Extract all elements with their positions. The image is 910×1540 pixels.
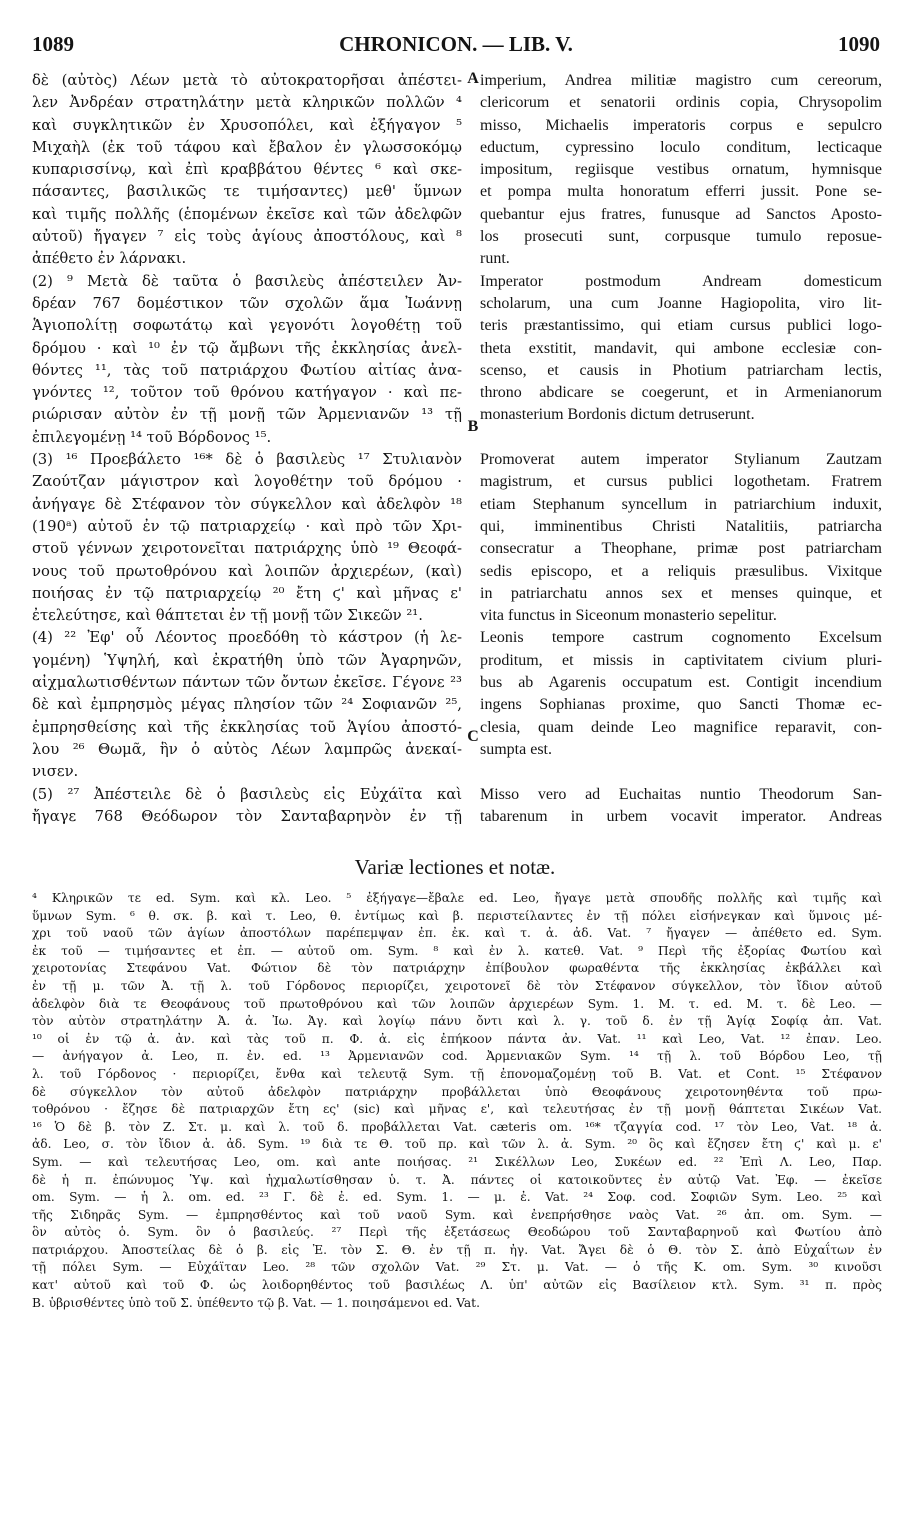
greek-text-line: Μιχαὴλ (ἐκ τοῦ τάφου καὶ ἔβαλον ἐν γλωσσοκόμῳ: [32, 138, 462, 156]
greek-text-line: ἐμπρησθείσης καὶ τῆς ἐκκλησίας τοῦ Ἁγίου ἀποστό-: [32, 718, 462, 736]
greek-text-line: ἀπέθετο ἐν λάρνακι.: [32, 250, 187, 268]
greek-text-line: καὶ συγκλητικῶν ἐν Χρυσοπόλει, καὶ ἐξήγαγον ⁵: [32, 116, 462, 134]
latin-text-line: clesia, quam deinde Leo magnifice reparavit, con-: [480, 718, 882, 736]
latin-text-line: tabarenum in urbem vocavit imperator. Andreas: [480, 807, 882, 825]
running-head: [32, 32, 880, 62]
latin-text-line: throno abdicare se coegerunt, et in Armenianorum: [480, 384, 882, 402]
note-line: τοθρόνου · ἔζησε δὲ πατριαρχῶν ἔτη ες' (sic) καὶ μῆνας ε', καὶ τελευτήσας ἐν τῇ μονῇ θάπτεται Σικέων Vat.: [32, 1102, 882, 1117]
greek-text-line: [32, 828, 462, 830]
note-line: om. Sym. — ἡ λ. om. ed. ²³ Γ. δὲ ἐ. ed. Sym. 1. — μ. ἐ. Vat. ²⁴ Σοφ. cod. Σοφιῶν Sym. Leo. ²⁵ καὶ: [32, 1190, 882, 1205]
note-line: Β. ὑβρισθέντες ὑπὸ τοῦ Σ. ὑπέθεντο τῷ β. Vat. — 1. ποιησάμενοι ed. Vat.: [32, 1295, 480, 1310]
running-title: CHRONICON. — LIB. V.: [339, 32, 573, 56]
note-line: ἐν τῇ μ. τῶν Ἀ. τῇ λ. τοῦ Γόρδονος περιορίζει, χειροτονεῖ δὲ τὸν Στέφανον σύγκελλον, τὸν ἴδιον αὐτοῦ: [32, 978, 882, 993]
note-line: κατ' αὐτοῦ καὶ τοῦ Φ. ὡς λοιδορηθέντος τοῦ βασιλέως Λ. ὑπ' αὐτῶν εἰς Βασίλειον κτλ. Sym. ³¹ π. πρὸς: [32, 1278, 882, 1293]
greek-text-line: (4) ²² Ἐφ' οὗ Λέοντος προεδόθη τὸ κάστρον (ἡ λε-: [32, 629, 462, 647]
margin-marker-a: A: [467, 70, 479, 87]
latin-text-line: consecratur a Theophane, primæ post patriarcham: [480, 540, 882, 558]
greek-text-line: δὲ (αὐτὸς) Λέων μετὰ τὸ αὐτοκρατορῆσαι ἀπέστει-: [32, 72, 462, 89]
greek-text-line: ἀνήγαγε δὲ Στέφανον τὸν σύγκελλον καὶ ἀδελφὸν ¹⁸: [32, 495, 462, 513]
left-page-number: 1089: [32, 32, 74, 56]
margin-marker-b: B: [467, 418, 479, 435]
note-line: Sym. — καὶ τελευτήσας Leo, om. καὶ ante ποιήσας. ²¹ Σικέλλων Leo, Συκέων ed. ²² Ἐπὶ Λ. Leo, Παρ.: [32, 1154, 882, 1169]
note-line: ⁴ Κληρικῶν τε ed. Sym. καὶ κλ. Leo. ⁵ ἐξήγαγε—ἔβαλε ed. Leo, ἤγαγε μετὰ σπουδῆς πολλῆς καὶ τιμῆς καὶ: [32, 891, 882, 905]
greek-text-line: δὲ καὶ ἐμπρησμὸς μέγας πλησίον τῶν ²⁴ Σοφιανῶν ²⁵,: [32, 696, 462, 714]
greek-text-line: γομένη) Ὑψηλή, καὶ ἐκρατήθη ὑπὸ τῶν Ἀγαρηνῶν,: [32, 651, 462, 669]
latin-text-line: Promoverat autem imperator Stylianum Zautzam: [480, 451, 882, 469]
latin-text-column: [480, 70, 882, 830]
latin-text-line: Imperator postmodum Andream domesticum: [480, 272, 882, 290]
latin-text-line: vita functus in Siceonum monasterio sepelitur.: [480, 607, 777, 625]
greek-text-line: λεν Ἀνδρέαν στρατηλάτην μετὰ κληρικῶν πολλῶν ⁴: [32, 94, 462, 112]
note-line: ¹⁶ Ὁ δὲ β. τὸν Ζ. Στ. μ. καὶ λ. τοῦ δ. προβάλλεται Vat. cæteris om. ¹⁶* τζαγγία cod. ¹⁷ τὸν Leo, Vat. ¹⁸ ἀ.: [32, 1119, 882, 1134]
latin-text-line: bus ab Agarenis occupatum est. Contigit incendium: [480, 674, 882, 692]
latin-text-line: scholarum, una cum Joanne Hagiopolita, viro lit-: [480, 294, 882, 312]
greek-text-line: θόντες ¹¹, τὰς τοῦ πατριάρχου Φωτίου αἰτίας ἀνα-: [32, 361, 462, 379]
greek-text-line: αὐτοῦ) ἤγαγεν ⁷ εἰς τοὺς ἁγίους ἀποστόλους, καὶ ⁸: [32, 228, 462, 246]
greek-text-column: [32, 70, 462, 830]
latin-text-line: ingens Sophianas proxime, quo Sancti Thomæ ec-: [480, 696, 882, 714]
latin-text-line: [480, 427, 882, 449]
note-line: τῆς Σιδηρᾶς Sym. — ἐμπρησθέντος καὶ τοῦ ναοῦ Sym. καὶ ἐνεπρήσθησε ναὸς Vat. ²⁶ ἀπ. om. Sym. —: [32, 1207, 882, 1222]
latin-text-line: in patriarchatu annos sex et menses quinque, et: [480, 584, 882, 602]
greek-text-line: ἐπιλεγομένῃ ¹⁴ τοῦ Βόρδονος ¹⁵.: [32, 428, 272, 446]
latin-text-line: etiam Stephanum syncellum in patriarchium induxit,: [480, 495, 882, 513]
variant-readings-notes: [32, 890, 882, 1510]
latin-text-line: proditum, et missis in captivitatem civium pluri-: [480, 651, 882, 669]
note-line: ἀδ. Leo, σ. τὸν ἴδιον ἀ. ἀδ. Sym. ¹⁹ διὰ τε Θ. τοῦ πρ. καὶ τῶν λ. ἀ. Sym. ²⁰ ὃς καὶ ἔζησεν ἔτη ϛ' καὶ μ. ε': [32, 1137, 882, 1152]
latin-text-line: et pompa multa honoratum efferri jussit. Pone se-: [480, 183, 882, 201]
greek-text-line: Ζαούτζαν μάγιστρον καὶ λογοθέτην τοῦ δρόμου ·: [32, 473, 462, 491]
latin-text-line: quebantur ejus fratres, funusque ad Sanctos Aposto-: [480, 205, 882, 223]
greek-text-line: ἐτελεύτησε, καὶ θάπτεται ἐν τῇ μονῇ τῶν Σικεῶν ²¹.: [32, 607, 423, 625]
greek-text-line: στοῦ γέννων χειροτονεῖται πατριάρχης ὑπὸ ¹⁹ Θεοφά-: [32, 540, 462, 558]
note-line: ¹⁰ οἱ ἐν τῷ ἀ. ἀν. καὶ τὰς τοῦ π. Φ. ἀ. εἰς ἐπήκοον πάντα ἀν. Vat. ¹¹ καὶ Leo, Vat. ¹² ἐπαν. Leo.: [32, 1031, 882, 1046]
note-line: τὸν αὐτὸν στρατηλάτην Ἀ. ἀ. Ἰω. Ἀγ. καὶ λογίῳ πάνυ ὄντι καὶ λ. γ. τοῦ δ. ἐν τῇ Ἁγίᾳ Σοφίᾳ ἀπ. Vat.: [32, 1014, 882, 1029]
greek-text-line: ριώρισαν αὐτὸν ἐν τῇ μονῇ τῶν Ἀρμενιανῶν ¹³ τῇ: [32, 406, 462, 424]
note-line: χειροτονίας Στεφάνου Vat. Φώτιον δὲ τὸν πατριάρχην ἐπίβουλον φωραθέντα τῆς ἐκκλησίας ἐκβάλλει καὶ: [32, 961, 882, 976]
note-line: τῇ πόλει Sym. — Εὐχάϊταν Leo. ²⁸ τῶν σχολῶν Vat. ²⁹ Στ. μ. Vat. — ὁ τῆς Κ. om. Sym. ³⁰ κινοῦσι: [32, 1260, 882, 1275]
latin-text-line: clericorum et senatorii ordinis copia, Chrysopolim: [480, 94, 882, 112]
right-page-number: 1090: [838, 32, 880, 56]
latin-text-line: Misso vero ad Euchaitas nuntio Theodorum San-: [480, 785, 882, 803]
greek-text-line: (3) ¹⁶ Προεβάλετο ¹⁶* δὲ ὁ βασιλεὺς ¹⁷ Στυλιανὸν: [32, 451, 462, 469]
greek-text-line: δρέαν 767 δομέστικον τῶν σχολῶν ἅμα Ἰωάννῃ: [32, 294, 462, 312]
note-line: — ἀνήγαγον ἀ. Leo, π. ἐν. ed. ¹³ Ἀρμενιανῶν cod. Ἀρμενιακῶν Sym. ¹⁴ τῇ λ. τοῦ Βόρδου Leo, τῇ: [32, 1049, 882, 1064]
note-line: πατριάρχου. Ἀποστείλας δὲ ὁ β. εἰς Ἐ. τὸν Σ. Θ. ἐν τῇ π. ἠγ. Vat. Ἄγει δὲ ὁ Θ. τὸν Σ. ἀπὸ Εὐχαΐτων ἐν: [32, 1242, 882, 1257]
latin-text-line: runt.: [480, 250, 510, 268]
latin-text-line: eductum, cypressino loculo conditum, lecticaque: [480, 138, 882, 156]
latin-text-line: [480, 761, 882, 783]
greek-text-line: λου ²⁶ Θωμᾶ, ἣν ὁ αὐτὸς Λέων λαμπρῶς ἀνεκαί-: [32, 740, 462, 758]
greek-text-line: (190ᵃ) αὐτοῦ ἐν τῷ πατριαρχείῳ · καὶ πρὸ τῶν Χρι-: [32, 517, 462, 535]
note-line: δὲ ἡ π. ἐπώνυμος Ὑψ. καὶ ἠχμαλωτίσθησαν ὑ. τ. Ἀ. πάντες οἱ κατοικοῦντες ἐν αὐτῷ Vat. Ἐφ. — ἐκεῖσε: [32, 1172, 882, 1187]
greek-text-line: δρόμου · καὶ ¹⁰ ἐν τῷ ἄμβωνι τῆς ἐκκλησίας ἀνελ-: [32, 339, 462, 357]
latin-text-line: [480, 828, 882, 830]
greek-text-line: ἤγαγε 768 Θεόδωρον τὸν Σανταβαρηνὸν ἐν τῇ: [32, 807, 462, 825]
latin-text-line: theta exstitit, mandavit, qui ambone ecclesiæ con-: [480, 339, 882, 357]
note-line: ἀδελφὸν διὰ τε Θεοφάνους τοῦ πρωτοθρόνου καὶ τῶν λοιπῶν ἀρχιερέων Sym. 1. M. τ. ed. M. τ. δὲ Leo. —: [32, 996, 882, 1011]
greek-text-line: νισεν.: [32, 763, 79, 781]
note-line: χρι τοῦ ναοῦ τῶν ἁγίων ἀποστόλων παρέπεμψαν ἐπ. ἐκ. καὶ τ. ἀ. ἀδ. Vat. ⁷ ἤγαγεν — ἀπέθετο ed. Sym.: [32, 926, 882, 941]
latin-text-line: imperium, Andrea militiæ magistro cum cereorum,: [480, 72, 882, 89]
latin-text-line: teris præstantissimo, qui etiam cursus publici logo-: [480, 317, 882, 335]
note-line: λ. τοῦ Γόρδονος · περιορίζει, ἔνθα καὶ τελευτᾷ Sym. τῇ ἐπονομαζομένῃ τοῦ Β. Vat. et Cont. ¹⁵ Στέφανον: [32, 1066, 882, 1081]
latin-text-line: Leonis tempore castrum cognomento Excelsum: [480, 629, 882, 647]
greek-text-line: νους τοῦ πρωτοθρόνου καὶ λοιπῶν ἀρχιερέων, (καὶ): [32, 562, 462, 580]
latin-text-line: sumpta est.: [480, 740, 552, 758]
latin-text-line: monasterium Bordonis dictum detruserunt.: [480, 406, 755, 424]
note-line: ὕμνων Sym. ⁶ θ. σκ. β. καὶ τ. Leo, θ. ἐντίμως καὶ β. περιστείλαντες ἐν τῇ πόλει εἰσήνεγκαν καὶ ὕμνοις μέ-: [32, 908, 882, 923]
greek-text-line: αἰχμαλωτισθέντων πάντων τῶν ὄντων ἐκεῖσε. Γέγονε ²³: [32, 674, 462, 692]
note-line: ἐκ τοῦ — τιμήσαντες et ἐπ. — αὐτοῦ om. Sym. ⁸ καὶ ἐν λ. κατεθ. Vat. ⁹ Περὶ τῆς ἐξορίας Φωτίου καὶ: [32, 943, 882, 958]
latin-text-line: sedis episcopo, et a reliquis præsulibus. Vixitque: [480, 562, 882, 580]
greek-text-line: πάσαντες, βασιλικῶς τε τιμήσαντες) μεθ' ὕμνων: [32, 183, 462, 201]
greek-text-line: κυπαρισσίνῳ, καὶ ἐπὶ κραββάτου θέντες ⁶ καὶ σκε-: [32, 161, 462, 179]
latin-text-line: qui, imminentibus Christi Natalitiis, patriarcha: [480, 517, 882, 535]
greek-text-line: καὶ τιμῆς πολλῆς (ἑπομένων ἐκεῖσε καὶ τῶν ἀδελφῶν: [32, 205, 462, 223]
greek-text-line: (5) ²⁷ Ἀπέστειλε δὲ ὁ βασιλεὺς εἰς Εὐχάϊτα καὶ: [32, 785, 462, 803]
latin-text-line: impositum, regiisque vestibus ornatum, hymnisque: [480, 161, 882, 179]
latin-text-line: scenso, et causis in Photium patriarcham lectis,: [480, 361, 882, 379]
latin-text-line: los prosecuti sunt, corpusque tumulo reposue-: [480, 228, 882, 246]
latin-text-line: magistrum, et cursus publici logothetam. Fratrem: [480, 473, 882, 491]
note-line: ὃν αὐτὸς ὁ. Sym. ὃν ὁ βασιλεύς. ²⁷ Περὶ τῆς ἐξετάσεως Θεοδώρου τοῦ Σανταβαρηνοῦ καὶ Φωτίου ἀπὸ: [32, 1225, 882, 1240]
note-line: δὲ σύγκελλον τὸν αὐτοῦ ἀδελφὸν πατριάρχην προβάλλεται ὑπὸ Θεοφάνους χειροτονηθέντα τοῦ πρω-: [32, 1084, 882, 1099]
notes-title: Variæ lectiones et notæ.: [354, 855, 556, 879]
margin-marker-c: C: [467, 728, 479, 745]
greek-text-line: ποιήσας ἐν τῷ πατριαρχείῳ ²⁰ ἔτη ϛ' καὶ μῆνας ε': [32, 584, 462, 602]
greek-text-line: Ἁγιοπολίτῃ σοφωτάτῳ καὶ γεγονότι λογοθέτῃ τοῦ: [32, 317, 462, 335]
latin-text-line: misso, Michaelis imperatoris corpus e sepulcro: [480, 116, 882, 134]
greek-text-line: (2) ⁹ Μετὰ δὲ ταῦτα ὁ βασιλεὺς ἀπέστειλεν Ἀν-: [32, 272, 462, 290]
greek-text-line: γνόντες ¹², τοῦτον τοῦ θρόνου κατήγαγον · καὶ πε-: [32, 384, 462, 402]
